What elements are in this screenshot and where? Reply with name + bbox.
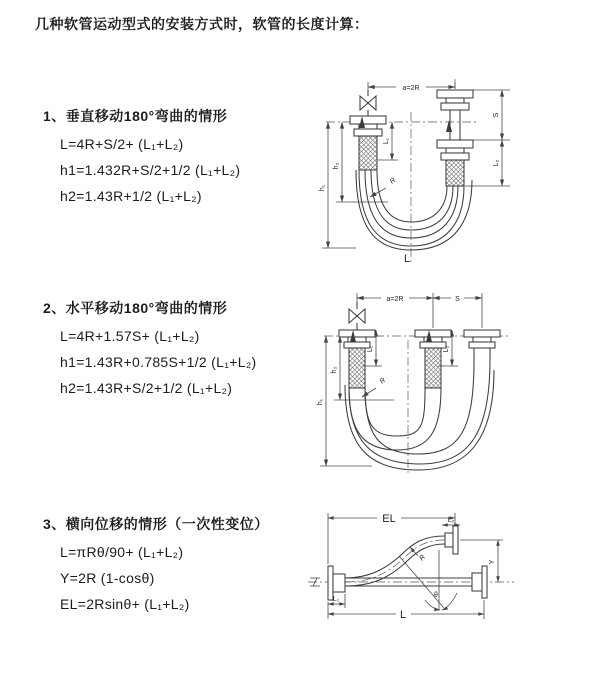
hose-drawing	[350, 90, 473, 250]
dim-label-h1: h₁	[319, 184, 326, 192]
dim-label-s: S	[493, 112, 500, 118]
dim-label-el: EL	[382, 513, 396, 525]
section-2-heading: 2、水平移动180°弯曲的情形	[43, 300, 228, 316]
formula-line: L=4R+1.57S+ (L₁+L₂)	[60, 328, 200, 344]
braided-hose-section	[446, 160, 464, 186]
dimension-lines	[322, 82, 510, 248]
diagram-lateral-displacement	[300, 496, 600, 658]
radius-label: R	[388, 176, 398, 186]
radius-label: R	[418, 553, 427, 563]
formula-line: h2=1.43R+S/2+1/2 (L₁+L₂)	[60, 380, 233, 396]
section-vertical-movement	[43, 106, 318, 214]
dim-label-h2: h₂	[331, 366, 338, 374]
dim-label-l2: L₂	[493, 159, 500, 167]
section-lateral-displacement	[43, 514, 318, 622]
valve-icon	[349, 309, 365, 323]
formula-line: h1=1.432R+S/2+1/2 (L₁+L₂)	[60, 162, 241, 178]
braided-hose-section	[359, 136, 377, 170]
formula-line: Y=2R (1-cosθ)	[60, 570, 155, 586]
dim-label-h2: h₂	[333, 162, 340, 170]
section-3-heading: 3、横向位移的情形（一次性变位）	[43, 516, 269, 532]
dim-label-l2: L₂	[443, 345, 450, 353]
flange-plate	[453, 526, 458, 554]
page-title: 几种软管运动型式的安装方式时，软管的长度计算：	[35, 16, 369, 32]
dimension-lines	[320, 293, 482, 466]
flange-plate	[482, 566, 487, 598]
formula-line: h1=1.43R+0.785S+1/2 (L₁+L₂)	[60, 354, 257, 370]
dim-label-y: Y	[489, 559, 496, 565]
dim-label-a2r: a=2R	[402, 85, 420, 92]
dimension-lines	[328, 513, 503, 619]
dim-label-l1: L₁	[383, 137, 390, 145]
dim-label-l1: L₁	[332, 596, 340, 603]
valve-icon	[360, 96, 376, 110]
hose-drawing	[339, 302, 500, 470]
section-horizontal-movement	[43, 298, 318, 406]
dim-label-a2r: a=2R	[386, 296, 404, 303]
radius-label: R	[378, 376, 388, 386]
formula-line: h2=1.43R+1/2 (L₁+L₂)	[60, 188, 202, 204]
dim-label-l1: L₁	[367, 345, 374, 353]
section-1-heading: 1、垂直移动180°弯曲的情形	[43, 108, 228, 124]
diagram-vertical-180-bend	[312, 66, 584, 266]
diagram-horizontal-180-bend	[312, 282, 600, 477]
length-label: L	[404, 253, 411, 265]
flange-plate	[328, 566, 333, 600]
dim-label-l: L	[399, 609, 407, 621]
formula-line: L=πRθ/90+ (L₁+L₂)	[60, 544, 184, 560]
dim-label-l2: L₂	[447, 517, 455, 524]
formula-line: L=4R+S/2+ (L₁+L₂)	[60, 136, 184, 152]
angle-label: θ	[434, 592, 438, 599]
dim-label-s: S	[455, 296, 460, 303]
braided-hose-section	[425, 348, 441, 388]
braided-hose-section	[349, 348, 365, 388]
formula-line: EL=2Rsinθ+ (L₁+L₂)	[60, 596, 190, 612]
dim-label-h1: h₁	[317, 398, 324, 406]
